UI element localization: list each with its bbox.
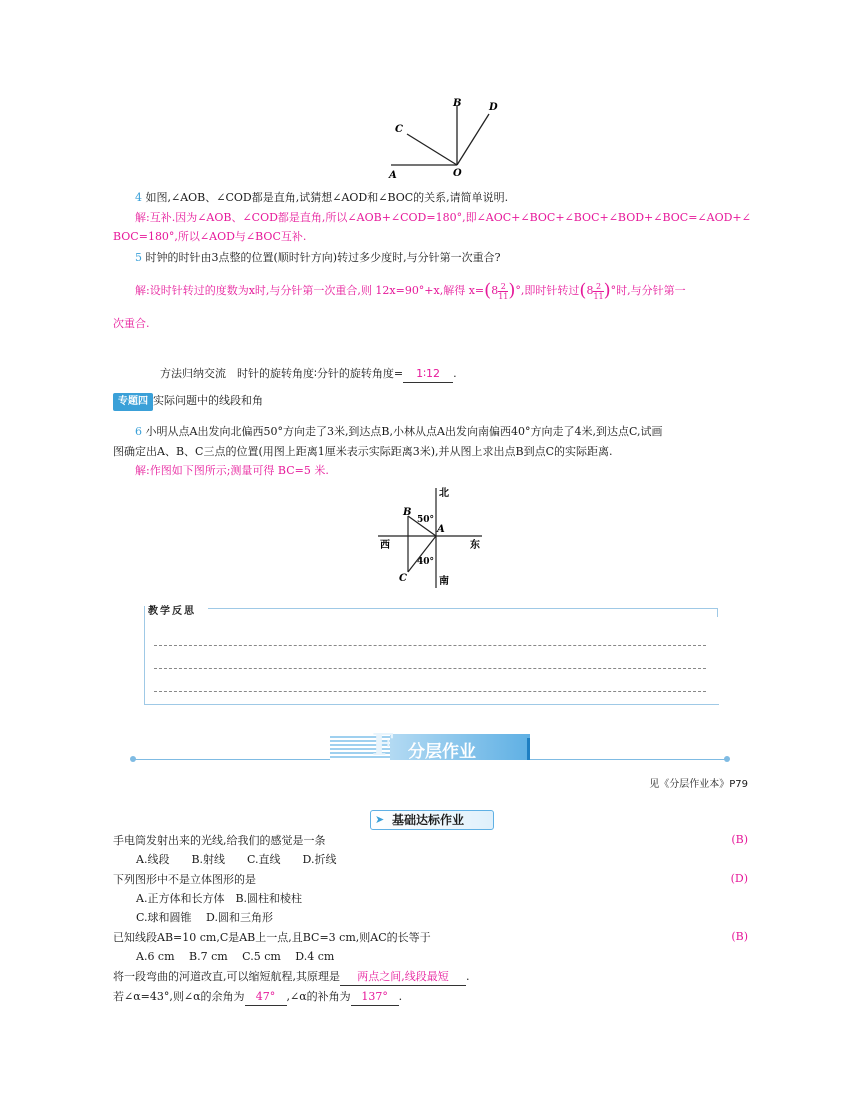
ex2-question: 下列图形中不是立体图形的是 (113, 873, 256, 886)
label-c: C (395, 124, 403, 135)
svg-text:40°: 40° (417, 557, 435, 567)
ex3-question: 已知线段AB=10 cm,C是AB上一点,且BC=3 cm,则AC的长等于 (113, 931, 431, 944)
svg-text:A: A (437, 524, 445, 535)
section-letter: F (372, 728, 394, 763)
arrow-icon: ➤ (375, 813, 385, 826)
ex1-answer: (B) (731, 833, 748, 846)
basic-title: 基础达标作业 (392, 813, 465, 827)
q5-solution: 解:设时针转过的度数为x时,与分针第一次重合,则 12x=90°+x,解得 x=(8 $\frac{2}{11}$ )°,即时针转过(8 $\frac{2}{11}$ )°时,与分针第一 (135, 280, 686, 301)
ex1-question: 手电筒发射出来的光线,给我们的感觉是一条 (113, 834, 326, 847)
method-summary: 方法归纳交流 时针的旋转角度∶分针的旋转角度= 1∶12 . (160, 366, 457, 383)
fill1: 将一段弯曲的河道改直,可以缩短航程,其原理是 两点之间,线段最短 . (113, 969, 470, 986)
ex2-options: A.正方体和长方体 B.圆柱和棱柱 (136, 892, 303, 905)
q4-solution-1: 解:互补.因为∠AOB、∠COD都是直角,所以∠AOB+∠COD=180°,即∠AOC+∠BOC+∠BOC+∠BOD+∠BOC=∠AOD+∠ (135, 211, 751, 224)
svg-text:50°: 50° (417, 515, 435, 525)
q6-solution: 解:作图如下图所示;测量可得 BC=5 米. (135, 464, 329, 477)
reflection-title: 教学反思 (148, 606, 196, 617)
angle-figure (385, 92, 505, 182)
svg-text:北: 北 (439, 488, 449, 499)
label-d: D (489, 102, 498, 113)
ex3-options: A.6 cm B.7 cm C.5 cm D.4 cm (136, 950, 335, 963)
q6-line1: 6 小明从点A出发向北偏西50°方向走了3米,到达点B,小林从点A出发向南偏西40°方向走了4米,到达点C,试画 (135, 425, 663, 438)
ex1-options: A.线段 B.射线 C.直线 D.折线 (136, 853, 337, 866)
ex2-options-2: C.球和圆锥 D.圆和三角形 (136, 911, 273, 924)
q5-question: 5 时钟的时针由3点整的位置(顺时针方向)转过多少度时,与分针第一次重合? (135, 251, 501, 264)
section-title: 分层作业 (408, 742, 476, 762)
ex3-answer: (B) (731, 930, 748, 943)
direction-figure (370, 484, 490, 589)
q4-solution-2: BOC=180°,所以∠AOD与∠BOC互补. (113, 230, 307, 243)
q4-question: 4 如图,∠AOB、∠COD都是直角,试猜想∠AOD和∠BOC的关系,请简单说明. (135, 191, 509, 204)
svg-text:B: B (403, 507, 412, 518)
label-b: B (453, 98, 462, 109)
q5-solution-end: 次重合. (113, 317, 150, 330)
svg-text:C: C (399, 573, 407, 584)
svg-text:南: 南 (439, 576, 449, 587)
label-a: A (389, 170, 397, 181)
svg-text:西: 西 (380, 540, 390, 551)
ex2-answer: (D) (730, 872, 748, 885)
fill2: 若∠α=43°,则∠α的余角为 47° ,∠α的补角为 137° . (113, 989, 402, 1006)
svg-text:东: 东 (470, 540, 480, 551)
topic4-header: 专题四 实际问题中的线段和角 (113, 393, 263, 411)
label-o: O (453, 168, 462, 179)
q6-line2: 图确定出A、B、C三点的位置(用图上距离1厘米表示实际距离3米),并从图上求出点B到点C的实际距离. (113, 445, 613, 458)
workbook-reference: 见《分层作业本》P79 (649, 779, 748, 790)
